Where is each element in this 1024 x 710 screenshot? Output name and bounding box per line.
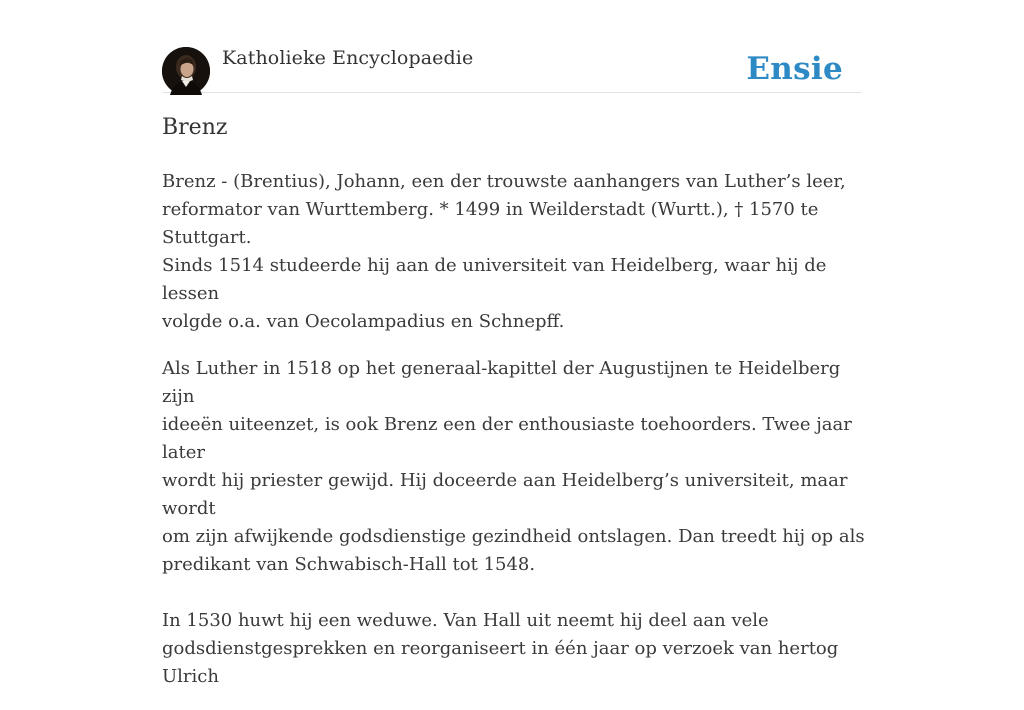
ensie-logo-link[interactable]: Ensie — [746, 51, 843, 87]
portrait-avatar-icon[interactable] — [162, 47, 210, 95]
article-paragraph: Als Luther in 1518 op het generaal-kapittel der Augustijnen te Heidelberg zijn ideeën uiteenzet, is ook Brenz een der enthousiaste toehoorders. Twee jaar later wordt hij priester gewijd. Hij doceerde aan Heidelberg’s universiteit, maar wordt om zijn afwijkende godsdienstige gezindheid ontslagen. Dan treedt hij op als predikant van Schwabisch-Hall tot 1548. — [162, 358, 865, 575]
source-name-link[interactable]: Katholieke Encyclopaedie — [222, 47, 474, 69]
article-body — [162, 168, 872, 710]
site-header — [162, 46, 862, 93]
article-paragraph: Brenz - (Brentius), Johann, een der trouwste aanhangers van Luther’s leer, reformator van Wurttemberg. * 1499 in Weilderstadt (Wurtt.), † 1570 te Stuttgart. Sinds 1514 studeerde hij aan de universiteit van Heidelberg, waar hij de lessen volgde o.a. van Oecolampadius en Schnepff. — [162, 171, 846, 332]
article-paragraph: In 1530 huwt hij een weduwe. Van Hall uit neemt hij deel aan vele godsdienstgesprekken en reorganiseert in één jaar op verzoek van hertog Ulrich — [162, 610, 839, 687]
article-title: Brenz — [162, 115, 228, 140]
